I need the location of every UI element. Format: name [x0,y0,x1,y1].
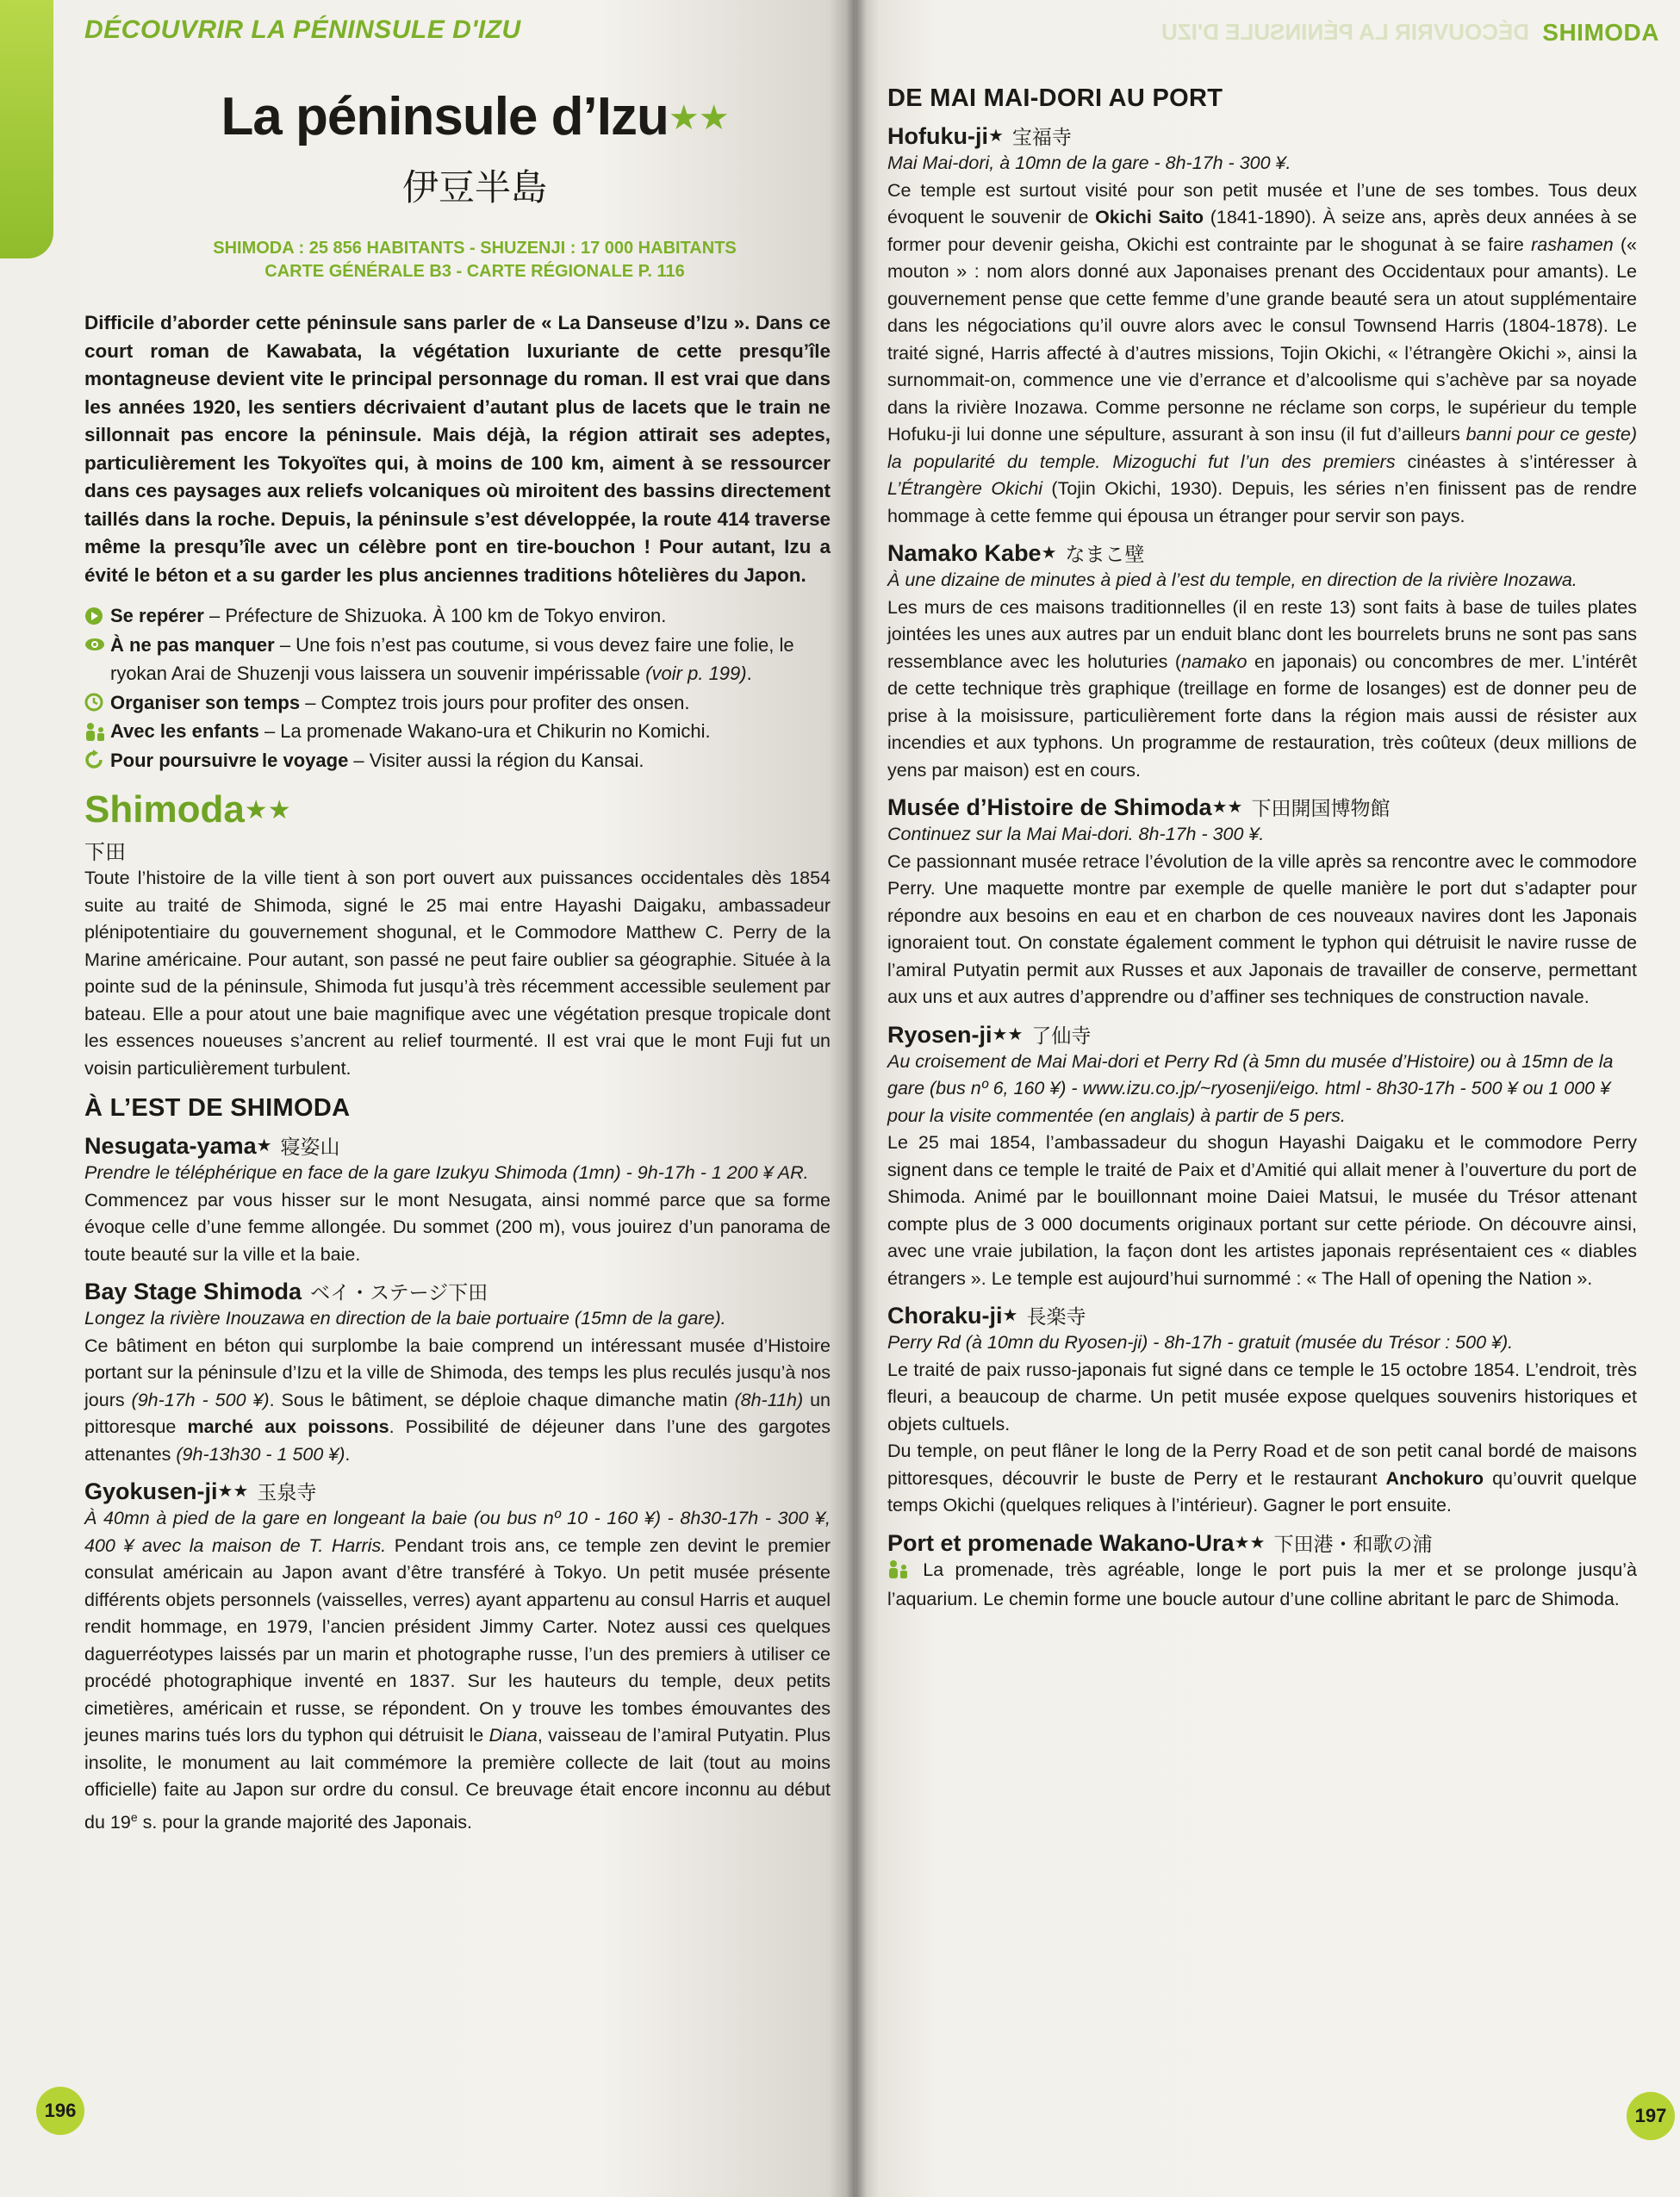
meta-maps: CARTE GÉNÉRALE B3 - CARTE RÉGIONALE P. 116 [264,262,685,281]
entry-nesugata-body: Commencez par vous hisser sur le mont Nesugata, ainsi nommé parce que sa forme évoque celle d’une femme allongée. Du sommet (200 m), vous jouirez d’un panorama de toute beauté sur la ville et la baie. [84,1189,831,1265]
shimoda-japanese: 下田 [84,840,126,864]
entry-nesugata-info: Prendre le téléphérique en face de la gare Izukyu Shimoda (1mn) - 9h-17h - 1 200 ¥ AR. [84,1162,809,1183]
entry-hofuku-info: Mai Mai-dori, à 10mn de la gare - 8h-17h - 300 ¥. [887,152,1291,173]
clock-icon [84,688,110,717]
entry-ryosen-body: Le 25 mai 1854, l’ambassadeur du shogun Hayashi Daigaku et le commodore Perry signent dans ce temple le traité de Paix et d’Amitié qui allait mener à l’ouverture du port de Shimoda. Animé par le bouillonnant moine Daiei Matsui, le musée du Trésor attenant compte plus de 3 000 documents originaux portant sur cette période. On découvre ainsi, avec une vraie jubilation, la façon dont les artistes japonais représentaient ces « diables étrangers ». Le temple est aujourd’hui surnommé : « The Hall of opening the Nation ». [887,1132,1637,1289]
entry-gyokusen-body: À 40mn à pied de la gare en longeant la baie (ou bus nº 10 - 160 ¥) - 8h30-17h - 300 ¥, 400 ¥ avec la maison de T. Harris. Pendant trois ans, ce temple zen devint le premier consulat américain au Japon avant d’être transféré à Tokyo. Un petit musée présente différents objets personnels (vaisselles, verres) ayant appartenu au consul Harris et auquel rendit hommage, en 1979, l’ancien président Jimmy Carter. Notez aussi ces quelques daguerréotypes laissés par un marin et photographe russe, l’un des premiers à utiliser ce procédé photographique inventé en 1837. Sur les hauteurs du temple, deux petits cimetières, américain et russe, se répondent. On y trouve les tombes émouvantes des jeunes marins tués lors du typhon qui détruisit le Diana, vaisseau de l’amiral Putyatin. Plus insolite, le monument au lait commémore la première collecte de lait (tout au moins officielle) faite au Japon sur ordre du consul. Ce breuvage était encore inconnu au début du 19e s. pour la grande majorité des Japonais. [84,1508,831,1833]
entry-hofuku-body: Ce temple est surtout visité pour son petit musée et l’une de ses tombes. Tous deux évoquent le souvenir de Okichi Saito (1841-1890). À seize ans, après deux années à se former pour devenir geisha, Okichi est contrainte par le shogunat à se faire rashamen (« mouton » : nom alors donné aux Japonaises prenant des Occidentaux pour amants). Le gouvernement pense que cette femme d’une grande beauté sera un atout supplémentaire dans les négociations qu’il ouvre alors avec le consul Townsend Harris (1804-1878). Le traité signé, Harris affecté à d’autres missions, Tojin Okichi, « l’étrangère Okichi », ainsi la surnommait-on, commence une vie d’errance et d’alcoolisme qui s’achève par sa noyade dans la rivière Inozawa. Comme personne ne réclame son corps, le supérieur du temple Hofuku-ji lui donne une sépulture, assurant à son insu (il fut d’ailleurs banni pour ce geste) la popularité du temple. Mizoguchi fut l’un des premiers cinéastes à s’intéresser à L’Étrangère Okichi (Tojin Okichi, 1930). Depuis, les séries n’en finissent pas de rendre hommage à cette femme qui épousa un étranger pour servir son pays. [887,179,1638,526]
entry-musee-info: Continuez sur la Mai Mai-dori. 8h-17h - 300 ¥. [887,824,1265,844]
meta-population: SHIMODA : 25 856 HABITANTS - SHUZENJI : 17 000 HABITANTS [213,239,737,258]
entry-choraku-info: Perry Rd (à 10mn du Ryosen-ji) - 8h-17h - gratuit (musée du Trésor : 500 ¥). [887,1332,1514,1353]
book-gutter [846,0,867,2197]
entry-hofuku-title: Hofuku-ji★ 宝福寺 [887,123,1072,149]
entry-choraku-title: Choraku-ji★ 長楽寺 [887,1303,1086,1329]
entry-nesugata-title: Nesugata-yama★ 寝姿山 [84,1133,340,1159]
fact-not-miss: À ne pas manquer – Une fois n’est pas coutume, si vous devez faire une folie, le ryokan Arai de Shuzenji vous laissera un souvenir impérissable (voir p. 199). [84,631,831,688]
shimoda-paragraph: Toute l’histoire de la ville tient à son port ouvert aux puissances occidentales dès 1854 suite au traité de Shimoda, signé le 25 mai entre Hayashi Daigaku, ambassadeur plénipotentiaire du gouvernement shogunal, et le Commodore Matthew C. Perry de la Marine américaine. Pour autant, son passé ne peut faire oublier sa géographie. Située à la pointe sud de la péninsule, Shimoda fut jusqu’à très récemment accessible seulement par bateau. Elle a pour atout une baie magnifique avec une végétation presque tropicale dont les essences noueuses s’ancrent au relief tourmenté. Il est vrai que le mont Fuji fut un voisin particulièrement turbulent. [84,868,831,1079]
entry-baystage-info: Longez la rivière Inouzawa en direction de la baie portuaire (15mn de la gare). [84,1308,726,1329]
entry-musee-body: Ce passionnant musée retrace l’évolution de la ville après sa rencontre avec le commodore Perry. Une maquette montre par exemple de quelle manière le port dut s’adapter pour répondre aux besoins en eau et en charbon de ces nouveaux navires dont les Japonais ignoraient tout. On constate également comment le typhon qui détruisit le navire russe de l’amiral Putyatin permit aux Russes et aux Japonais de travailler de conserve, permettant aux uns et aux autres d’apprendre ou d’affiner ses techniques de construction navale. [887,850,1637,1007]
page-number-left: 196 [36,2087,84,2135]
entry-wakano-body: La promenade, très agréable, longe le port puis la mer et se prolonge jusqu’à l’aquarium. Le chemin forme une boucle autour d’une colline abritant le parc de Shimoda. [887,1559,1637,1609]
play-icon [84,601,110,630]
rating-stars: ★★ [668,99,729,137]
entry-namako-title: Namako Kabe★ なまこ壁 [887,540,1145,566]
page-number-right: 197 [1627,2092,1675,2140]
fact-time: Organiser son temps – Comptez trois jours pour profiter des onsen. [84,688,831,718]
entry-namako-info: À une dizaine de minutes à pied à l’est du temple, en direction de la rivière Inozawa. [887,569,1577,590]
meta-info [119,237,831,283]
fact-children: Avec les enfants – La promenade Wakano-ura et Chikurin no Komichi. [84,717,831,746]
family-icon [887,1559,912,1587]
continue-icon [84,746,110,775]
shimoda-heading: Shimoda★★ [84,788,291,831]
fact-continue: Pour poursuivre le voyage – Visiter aussi la région du Kansai. [84,746,831,775]
bleed-through-text: DÉCOUVRIR LA PÉNINSULE D'IZU [1160,19,1529,45]
running-head-left: DÉCOUVRIR LA PÉNINSULE D'IZU [84,16,521,44]
running-head-right: SHIMODA [1542,19,1659,46]
title-japanese: 伊豆半島 [401,166,547,208]
chapter-tab [0,0,53,258]
rating-stars: ★★ [244,796,291,825]
entry-baystage-title: Bay Stage Shimoda ベイ・ステージ下田 [84,1279,488,1304]
left-column [84,86,831,1836]
entry-ryosen-title: Ryosen-ji★★ 了仙寺 [887,1021,1092,1048]
entry-wakano-title: Port et promenade Wakano-Ura★★ 下田港・和歌の浦 [887,1529,1433,1556]
page-title: La péninsule d’Izu★★ [221,87,729,146]
right-column [887,84,1637,1614]
entry-namako-body: Les murs de ces maisons traditionnelles (il en reste 13) sont faits à base de tuiles plates jointées les unes aux autres par un enduit blanc dont les bourrelets bruns ne sont pas sans ressemblance avec les holuturies (namako en japonais) ou concombres de mer. L’intérêt de cette technique très graphique (treillage en forme de losanges) est de donner peu de prise à la moisissure, particulièrement forte dans la région mais aussi de résister aux incendies et aux typhons. Un programme de restauration, très coûteux (deux millions de yens par maison) est en cours. [887,596,1637,781]
fact-orient: Se repérer – Préfecture de Shizuoka. À 100 km de Tokyo environ. [84,601,831,631]
section-to-port: DE MAI MAI-DORI AU PORT [887,84,1223,112]
eye-icon [84,631,110,659]
entry-baystage-body: Ce bâtiment en béton qui surplombe la baie comprend un intéressant musée d’Histoire portant sur la péninsule d’Izu et la ville de Shimoda, des temps les plus reculés jusqu’à nos jours (9h-17h - 500 ¥). Sous le bâtiment, se déploie chaque dimanche matin (8h-11h) un pittoresque marché aux poissons. Possibilité de déjeuner dans l’une des gargotes attenantes (9h-13h30 - 1 500 ¥). [84,1335,831,1465]
section-east-shimoda: À L’EST DE SHIMODA [84,1094,351,1122]
intro-paragraph: Difficile d’aborder cette péninsule sans parler de « La Danseuse d’Izu ». Dans ce court roman de Kawabata, la végétation luxuriante de cette presqu’île montagneuse devient vite le principal personnage du roman. Il est vrai que dans les années 1920, les sentiers décrivaient d’autant plus de lacets que le train ne sillonnait pas encore la péninsule. Mais déjà, la région attirait ses adeptes, particulièrement les Tokyoïtes qui, à moins de 100 km, aiment à se ressourcer dans ces paysages aux reliefs volcaniques où miroitent des bassins directement taillés dans la roche. Depuis, la péninsule s’est développée, la route 414 traverse même la presqu’île avec un célèbre pont en tire-bouchon ! Pour autant, Izu a évité le béton et a su garder les plus anciennes traditions hôtelières du Japon. [84,312,831,586]
entry-musee-title: Musée d’Histoire de Shimoda★★ 下田開国博物館 [887,794,1391,820]
entry-choraku-body-1: Le traité de paix russo-japonais fut signé dans ce temple le 15 octobre 1854. L’endroit, très fleuri, a beaucoup de charme. Un petit musée expose quelques souvenirs historiques et objets cultuels. [887,1359,1637,1435]
key-facts [84,601,831,775]
family-icon [84,717,110,745]
entry-gyokusen-title: Gyokusen-ji★★ 玉泉寺 [84,1478,317,1504]
entry-choraku-body-2: Du temple, on peut flâner le long de la Perry Road et de son petit canal bordé de maisons pittoresques, découvrir le buste de Perry et le restaurant Anchokuro qu’ouvrit quelque temps Okichi (quelques reliques à l’intérieur). Gagner le port ensuite. [887,1441,1637,1515]
right-page [855,0,1680,2197]
entry-ryosen-info: Au croisement de Mai Mai-dori et Perry Rd (à 5mn du musée d’Histoire) ou à 15mn de la gare (bus nº 6, 160 ¥) - www.izu.co.jp/~ryosenji/eigo. html - 8h30-17h - 500 ¥ ou 1 000 ¥ pour la visite commentée (en anglais) à partir de 5 pers. [887,1050,1614,1126]
